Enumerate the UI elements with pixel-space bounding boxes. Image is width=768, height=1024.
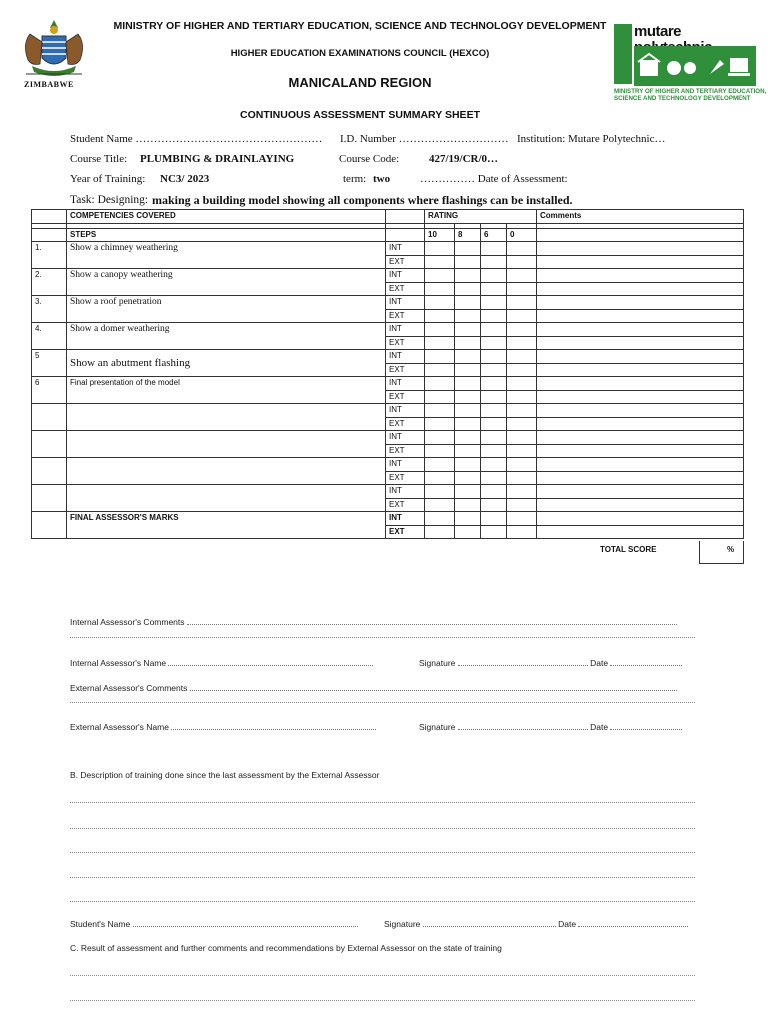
rating-cell[interactable] <box>481 363 507 377</box>
step-number: 2. <box>32 269 67 296</box>
int-label: INT <box>386 242 425 256</box>
int-label: INT <box>386 458 425 472</box>
int-label: INT <box>386 269 425 283</box>
ext-label: EXT <box>386 444 425 458</box>
internal-signature-line[interactable] <box>419 657 682 668</box>
rating-cell[interactable] <box>507 296 537 310</box>
rating-cell[interactable] <box>507 309 537 323</box>
rating-cell[interactable] <box>455 404 481 418</box>
rating-cell[interactable] <box>481 458 507 472</box>
comments-cell[interactable] <box>537 242 744 256</box>
table-row <box>32 485 744 499</box>
comments-cell[interactable] <box>537 350 744 364</box>
rating-cell[interactable] <box>455 458 481 472</box>
rating-cell[interactable] <box>455 417 481 431</box>
step-number: 4. <box>32 323 67 350</box>
int-label: INT <box>386 512 425 526</box>
rating-cell[interactable] <box>481 309 507 323</box>
cell <box>32 210 67 224</box>
rating-cell[interactable] <box>425 390 455 404</box>
rating-cell[interactable] <box>455 323 481 337</box>
int-label: INT <box>386 404 425 418</box>
rating-cell[interactable] <box>507 363 537 377</box>
council-heading: HIGHER EDUCATION EXAMINATIONS COUNCIL (HEXCO) <box>230 48 490 59</box>
crest-label: ZIMBABWE <box>24 80 74 89</box>
step-number: 3. <box>32 296 67 323</box>
rating-cell[interactable] <box>507 242 537 256</box>
rating-cell[interactable] <box>507 269 537 283</box>
ext-label: EXT <box>386 417 425 431</box>
dotted-line <box>70 637 695 638</box>
rating-cell[interactable] <box>481 485 507 499</box>
ministry-heading: MINISTRY OF HIGHER AND TERTIARY EDUCATION, SCIENCE AND TECHNOLOGY DEVELOPMENT <box>113 20 607 32</box>
rating-header: RATING <box>425 210 537 224</box>
rating-0: 0 <box>507 228 537 242</box>
external-name-line[interactable] <box>70 721 376 732</box>
cell <box>386 228 425 242</box>
table-row <box>32 296 744 310</box>
dotted-line[interactable] <box>70 802 695 803</box>
rating-cell[interactable] <box>425 458 455 472</box>
rating-cell[interactable] <box>455 269 481 283</box>
rating-cell[interactable] <box>425 471 455 485</box>
table-row <box>32 377 744 391</box>
ext-label: EXT <box>386 363 425 377</box>
rating-cell[interactable] <box>425 377 455 391</box>
step-description: Show a chimney weathering <box>67 242 386 269</box>
rating-cell[interactable] <box>481 336 507 350</box>
student-name-label: Student's Name <box>70 919 131 929</box>
rating-cell[interactable] <box>455 377 481 391</box>
rating-cell[interactable] <box>507 525 537 539</box>
ext-label: EXT <box>386 282 425 296</box>
rating-cell[interactable] <box>455 498 481 512</box>
table-header-row <box>32 210 744 224</box>
step-number <box>32 431 67 458</box>
rating-cell[interactable] <box>507 336 537 350</box>
rating-cell[interactable] <box>481 255 507 269</box>
rating-cell[interactable] <box>425 350 455 364</box>
step-description <box>67 458 386 485</box>
internal-name-label: Internal Assessor's Name <box>70 658 167 668</box>
comments-cell[interactable] <box>537 431 744 445</box>
comments-cell[interactable] <box>537 390 744 404</box>
rating-cell[interactable] <box>481 323 507 337</box>
comments-cell[interactable] <box>537 417 744 431</box>
id-number-field[interactable]: I.D. Number ………………………… <box>340 133 509 145</box>
sheet-title: CONTINUOUS ASSESSMENT SUMMARY SHEET <box>240 109 480 121</box>
ext-label: EXT <box>386 498 425 512</box>
date-label: Date <box>558 919 577 929</box>
dotted-line[interactable] <box>70 975 695 976</box>
table-row <box>32 323 744 337</box>
internal-comments-label: Internal Assessor's Comments <box>70 617 185 627</box>
final-marks-label: FINAL ASSESSOR'S MARKS <box>67 512 386 539</box>
comments-cell[interactable] <box>537 498 744 512</box>
logo-subtitle-line1: MINISTRY OF HIGHER AND TERTIARY EDUCATION, <box>614 88 767 95</box>
ext-label: EXT <box>386 471 425 485</box>
rating-cell[interactable] <box>507 512 537 526</box>
task-value: making a building model showing all components where flashings can be installed. <box>152 193 573 207</box>
rating-cell[interactable] <box>455 350 481 364</box>
task-label: Task: Designing: <box>70 194 149 206</box>
section-c-heading: C. Result of assessment and further comments and recommendations by External Assessor on the state of training <box>70 943 502 953</box>
dotted-line <box>70 702 695 703</box>
signature-label: Signature <box>419 722 456 732</box>
ext-label: EXT <box>386 525 425 539</box>
student-signature-line[interactable] <box>384 918 688 929</box>
steps-header-row <box>32 228 744 242</box>
course-title-value: PLUMBING & DRAINLAYING <box>140 153 295 165</box>
rating-cell[interactable] <box>481 296 507 310</box>
rating-cell[interactable] <box>455 282 481 296</box>
rating-cell[interactable] <box>425 363 455 377</box>
rating-cell[interactable] <box>425 404 455 418</box>
rating-cell[interactable] <box>481 525 507 539</box>
rating-cell[interactable] <box>481 390 507 404</box>
rating-cell[interactable] <box>455 255 481 269</box>
course-title-label: Course Title: <box>70 153 128 165</box>
rating-cell[interactable] <box>481 444 507 458</box>
signature-label: Signature <box>384 919 421 929</box>
rating-cell[interactable] <box>507 323 537 337</box>
rating-cell[interactable] <box>425 255 455 269</box>
comments-cell[interactable] <box>537 458 744 472</box>
competencies-header: COMPETENCIES COVERED <box>67 210 386 224</box>
steps-header: STEPS <box>67 228 386 242</box>
date-of-assessment-field[interactable]: …………… Date of Assessment: <box>420 173 568 185</box>
rating-cell[interactable] <box>481 242 507 256</box>
comments-cell[interactable] <box>537 404 744 418</box>
int-label: INT <box>386 377 425 391</box>
rating-cell[interactable] <box>507 458 537 472</box>
step-description <box>67 404 386 431</box>
cell <box>386 210 425 224</box>
total-score-percent: % <box>727 545 735 554</box>
step-description: Show a roof penetration <box>67 296 386 323</box>
table-row <box>32 458 744 472</box>
year-label: Year of Training: <box>70 173 146 185</box>
step-number: 1. <box>32 242 67 269</box>
rating-cell[interactable] <box>455 525 481 539</box>
step-number: 5 <box>32 350 67 377</box>
student-name-line[interactable] <box>70 918 358 929</box>
comments-cell[interactable] <box>537 525 744 539</box>
table-row <box>32 269 744 283</box>
logo-title: mutare <box>634 23 682 40</box>
student-name-field[interactable]: Student Name …………………………………………… <box>70 133 323 145</box>
comments-header: Comments <box>537 210 744 224</box>
external-comments-label: External Assessor's Comments <box>70 683 188 693</box>
rating-cell[interactable] <box>455 444 481 458</box>
rating-cell[interactable] <box>425 309 455 323</box>
rating-cell[interactable] <box>455 390 481 404</box>
step-description: Show a canopy weathering <box>67 269 386 296</box>
rating-cell[interactable] <box>425 269 455 283</box>
rating-cell[interactable] <box>425 444 455 458</box>
step-number: 6 <box>32 377 67 404</box>
rating-cell[interactable] <box>425 282 455 296</box>
rating-cell[interactable] <box>507 471 537 485</box>
term-label: term: <box>343 173 367 185</box>
cell <box>32 512 67 539</box>
comments-cell[interactable] <box>537 296 744 310</box>
rating-cell[interactable] <box>481 471 507 485</box>
rating-cell[interactable] <box>425 296 455 310</box>
step-number <box>32 404 67 431</box>
dotted-line[interactable] <box>70 852 695 853</box>
date-label: Date <box>590 658 609 668</box>
total-score-box[interactable] <box>699 541 744 564</box>
comments-cell[interactable] <box>537 255 744 269</box>
logo-emblems-icon <box>634 46 756 86</box>
rating-cell[interactable] <box>507 498 537 512</box>
cell <box>32 228 67 242</box>
step-description <box>67 431 386 458</box>
rating-cell[interactable] <box>481 350 507 364</box>
table-row <box>32 350 744 364</box>
dotted-line[interactable] <box>70 1000 695 1001</box>
cell <box>537 228 744 242</box>
rating-cell[interactable] <box>507 350 537 364</box>
rating-cell[interactable] <box>481 498 507 512</box>
region-heading: MANICALAND REGION <box>288 75 432 90</box>
rating-cell[interactable] <box>507 404 537 418</box>
assessment-table <box>31 209 744 539</box>
rating-cell[interactable] <box>507 255 537 269</box>
polytechnic-logo <box>612 20 767 106</box>
comments-cell[interactable] <box>537 336 744 350</box>
rating-cell[interactable] <box>425 485 455 499</box>
rating-cell[interactable] <box>481 404 507 418</box>
int-label: INT <box>386 296 425 310</box>
course-code-value: 427/19/CR/0… <box>429 153 499 165</box>
logo-banner <box>634 46 756 86</box>
step-description: Final presentation of the model <box>67 377 386 404</box>
rating-cell[interactable] <box>455 512 481 526</box>
comments-cell[interactable] <box>537 323 744 337</box>
logo-subtitle-line2: SCIENCE AND TECHNOLOGY DEVELOPMENT <box>614 95 751 102</box>
rating-10: 10 <box>425 228 455 242</box>
comments-cell[interactable] <box>537 471 744 485</box>
dotted-line[interactable] <box>70 901 695 902</box>
dotted-line[interactable] <box>70 828 695 829</box>
rating-cell[interactable] <box>455 309 481 323</box>
int-label: INT <box>386 323 425 337</box>
rating-cell[interactable] <box>425 323 455 337</box>
step-description <box>67 485 386 512</box>
rating-cell[interactable] <box>507 431 537 445</box>
internal-name-line[interactable] <box>70 657 373 668</box>
rating-cell[interactable] <box>507 282 537 296</box>
table-row <box>32 242 744 256</box>
institution-field[interactable]: Institution: Mutare Polytechnic… <box>517 133 666 145</box>
rating-8: 8 <box>455 228 481 242</box>
comments-cell[interactable] <box>537 444 744 458</box>
rating-cell[interactable] <box>425 431 455 445</box>
term-value: two <box>373 173 391 185</box>
rating-cell[interactable] <box>455 471 481 485</box>
int-label: INT <box>386 431 425 445</box>
int-label: INT <box>386 485 425 499</box>
step-number <box>32 485 67 512</box>
rating-cell[interactable] <box>455 336 481 350</box>
rating-cell[interactable] <box>425 336 455 350</box>
comments-cell[interactable] <box>537 512 744 526</box>
rating-6: 6 <box>481 228 507 242</box>
ext-label: EXT <box>386 309 425 323</box>
section-b-heading: B. Description of training done since the last assessment by the External Assessor <box>70 770 380 780</box>
rating-cell[interactable] <box>455 296 481 310</box>
ext-label: EXT <box>386 390 425 404</box>
comments-cell[interactable] <box>537 282 744 296</box>
date-label: Date <box>590 722 609 732</box>
rating-cell[interactable] <box>481 377 507 391</box>
final-marks-row <box>32 512 744 526</box>
total-score-label: TOTAL SCORE <box>600 545 657 554</box>
rating-cell[interactable] <box>455 363 481 377</box>
rating-cell[interactable] <box>455 485 481 499</box>
rating-cell[interactable] <box>481 431 507 445</box>
step-description: Show a domer weathering <box>67 323 386 350</box>
logo-subtitle <box>614 88 766 102</box>
course-code-label: Course Code: <box>339 153 400 165</box>
rating-cell[interactable] <box>425 417 455 431</box>
rating-cell[interactable] <box>425 512 455 526</box>
comments-cell[interactable] <box>537 363 744 377</box>
rating-cell[interactable] <box>507 390 537 404</box>
table-row <box>32 404 744 418</box>
table-row <box>32 431 744 445</box>
comments-cell[interactable] <box>537 309 744 323</box>
rating-cell[interactable] <box>455 242 481 256</box>
rating-cell[interactable] <box>425 498 455 512</box>
step-description: Show an abutment flashing <box>67 350 386 377</box>
rating-cell[interactable] <box>481 282 507 296</box>
dotted-line[interactable] <box>70 877 695 878</box>
external-signature-line[interactable] <box>419 721 682 732</box>
rating-cell[interactable] <box>425 242 455 256</box>
external-comments-line[interactable] <box>70 682 677 693</box>
int-label: INT <box>386 350 425 364</box>
ext-label: EXT <box>386 336 425 350</box>
rating-cell[interactable] <box>507 485 537 499</box>
rating-cell[interactable] <box>507 377 537 391</box>
rating-cell[interactable] <box>481 269 507 283</box>
step-number <box>32 458 67 485</box>
signature-label: Signature <box>419 658 456 668</box>
rating-cell[interactable] <box>481 512 507 526</box>
external-name-label: External Assessor's Name <box>70 722 169 732</box>
rating-cell[interactable] <box>455 431 481 445</box>
ext-label: EXT <box>386 255 425 269</box>
logo-bar-icon <box>614 24 632 84</box>
rating-cell[interactable] <box>425 525 455 539</box>
comments-cell[interactable] <box>537 485 744 499</box>
comments-cell[interactable] <box>537 269 744 283</box>
rating-cell[interactable] <box>481 417 507 431</box>
rating-cell[interactable] <box>507 417 537 431</box>
internal-comments-line[interactable] <box>70 616 677 627</box>
comments-cell[interactable] <box>537 377 744 391</box>
rating-cell[interactable] <box>507 444 537 458</box>
year-value: NC3/ 2023 <box>160 173 210 185</box>
